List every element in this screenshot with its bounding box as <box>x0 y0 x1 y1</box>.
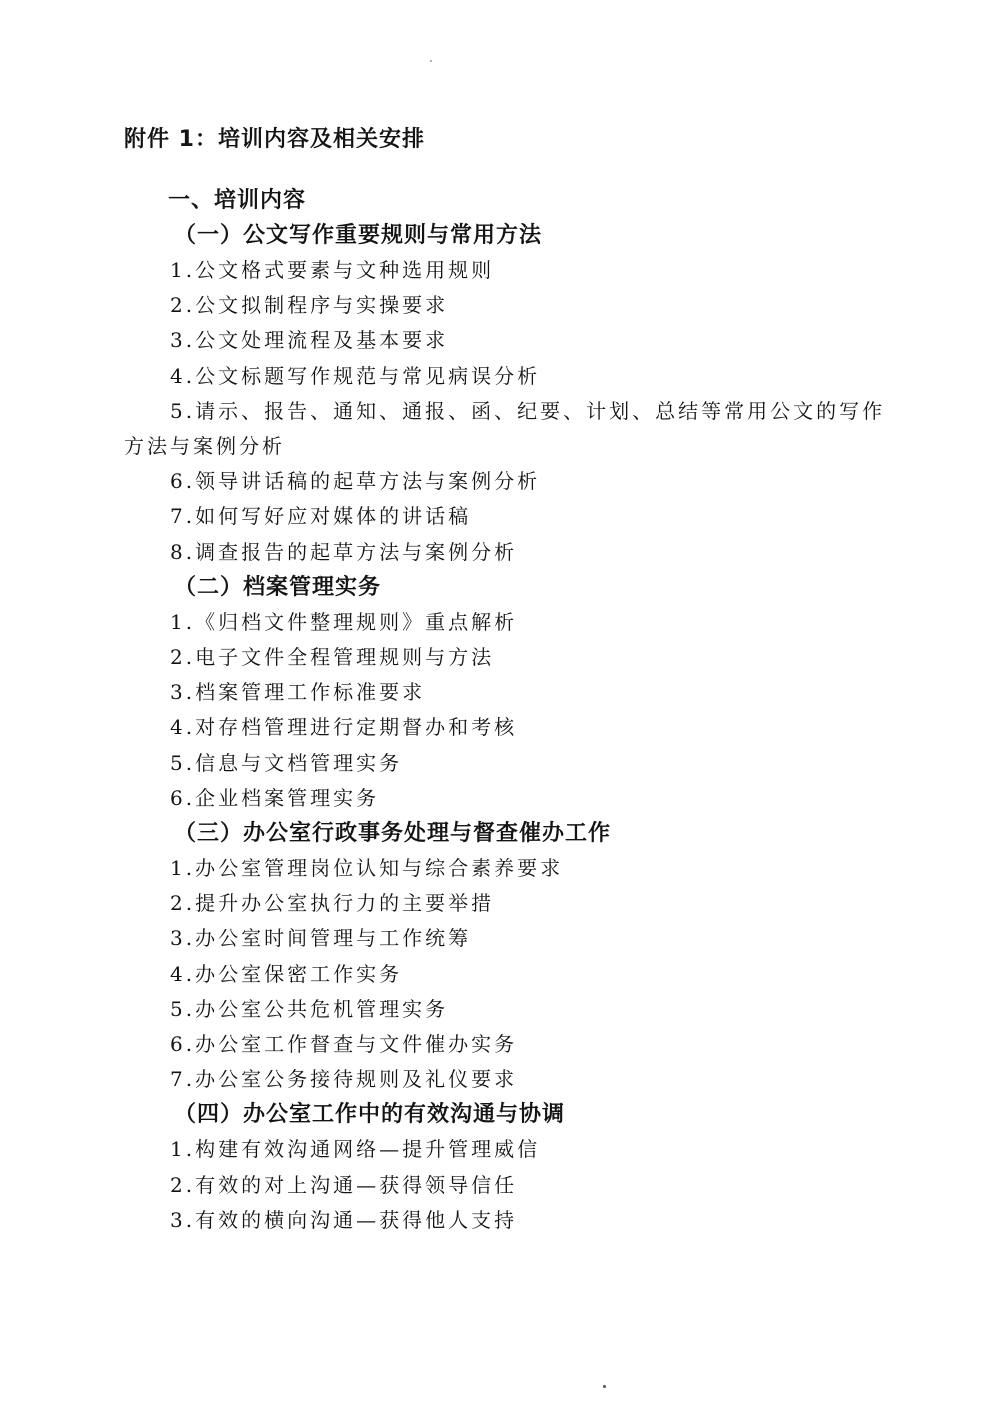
document-body <box>124 183 904 1238</box>
section-item-list <box>124 851 904 1097</box>
list-item: 2.公文拟制程序与实操要求 <box>170 293 449 318</box>
section-item-list <box>124 1132 904 1238</box>
section-heading: （二）档案管理实务 <box>174 574 382 600</box>
list-item: 5.请示、报告、通知、通报、函、纪要、计划、总结等常用公文的写作方法与案例分析 <box>124 398 886 459</box>
list-item: 1.办公室管理岗位认知与综合素养要求 <box>170 856 564 881</box>
section-2 <box>124 570 904 816</box>
section-heading: （四）办公室工作中的有效沟通与协调 <box>174 1102 566 1128</box>
list-item: 3.公文处理流程及基本要求 <box>170 328 449 353</box>
list-item: 4.办公室保密工作实务 <box>170 961 403 986</box>
list-item: 7.办公室公务接待规则及礼仪要求 <box>170 1067 518 1092</box>
section-item-list <box>124 253 904 570</box>
section-4 <box>124 1097 904 1238</box>
list-item: 2.有效的对上沟通—获得领导信任 <box>170 1172 518 1197</box>
list-item: 8.调查报告的起草方法与案例分析 <box>170 539 518 564</box>
list-item: 4.对存档管理进行定期督办和考核 <box>170 715 518 740</box>
list-item: 5.信息与文档管理实务 <box>170 750 403 775</box>
scan-speck <box>430 60 432 62</box>
list-item: 2.电子文件全程管理规则与方法 <box>170 645 495 670</box>
list-item: 6.企业档案管理实务 <box>170 785 380 810</box>
list-item: 3.办公室时间管理与工作统筹 <box>170 926 472 951</box>
document-title: 附件 1：培训内容及相关安排 <box>124 127 425 152</box>
list-item: 3.有效的横向沟通—获得他人支持 <box>170 1207 518 1232</box>
list-item: 3.档案管理工作标准要求 <box>170 680 426 705</box>
list-item: 1.公文格式要素与文种选用规则 <box>170 258 495 282</box>
section-item-list <box>124 605 904 816</box>
list-item: 6.办公室工作督查与文件催办实务 <box>170 1032 518 1057</box>
list-item: 5.办公室公共危机管理实务 <box>170 996 449 1021</box>
part-heading: 一、培训内容 <box>168 188 307 213</box>
list-item: 1.《归档文件整理规则》重点解析 <box>170 609 518 634</box>
list-item: 7.如何写好应对媒体的讲话稿 <box>170 504 472 529</box>
section-1 <box>124 218 904 570</box>
list-item: 4.公文标题写作规范与常见病误分析 <box>170 363 541 388</box>
list-item: 1.构建有效沟通网络—提升管理威信 <box>170 1137 541 1162</box>
section-heading: （一）公文写作重要规则与常用方法 <box>174 223 543 248</box>
list-item: 6.领导讲话稿的起草方法与案例分析 <box>170 469 541 494</box>
section-heading: （三）办公室行政事务处理与督查催办工作 <box>174 821 612 847</box>
section-3 <box>124 816 904 1097</box>
list-item: 2.提升办公室执行力的主要举措 <box>170 891 495 916</box>
scan-speck <box>603 1385 606 1388</box>
